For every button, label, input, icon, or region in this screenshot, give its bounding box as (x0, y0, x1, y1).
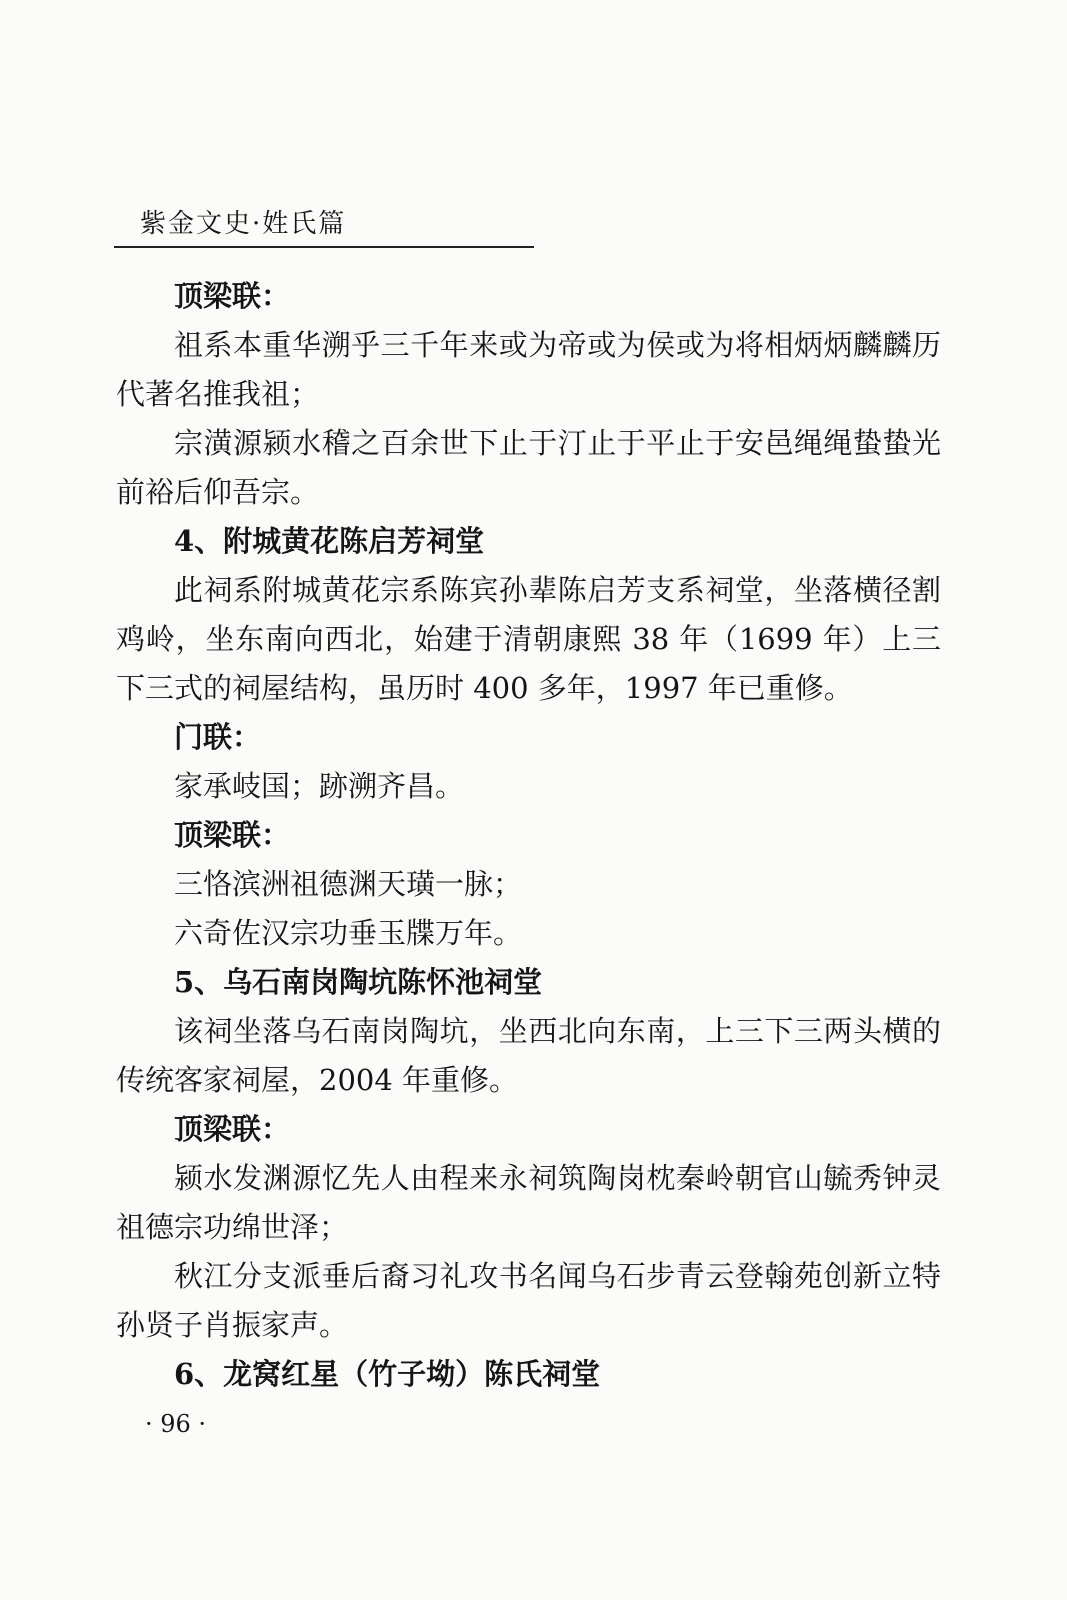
couplet-label: 门联： (174, 720, 262, 754)
section-heading: 4、附城黄花陈启芳祠堂 (174, 524, 485, 558)
paragraph: 家承岐国；跡溯齐昌。 (174, 769, 465, 803)
paragraph: 秋江分支派垂后裔习礼攻书名闻乌石步青云登翰苑创新立特孙贤子肖振家声。 (116, 1259, 941, 1342)
section-heading: 6、龙窝红星（竹子坳）陈氏祠堂 (174, 1357, 601, 1391)
body-text (116, 272, 941, 1399)
couplet-label: 顶梁联： (174, 818, 291, 852)
paragraph: 六奇佐汉宗功垂玉牒万年。 (174, 916, 523, 950)
couplet-label: 顶梁联： (174, 279, 291, 313)
couplet-label: 顶梁联： (174, 1112, 291, 1146)
paragraph: 三恪滨洲祖德渊天璜一脉； (174, 867, 523, 901)
section-heading: 5、乌石南岗陶坑陈怀池祠堂 (174, 965, 543, 999)
page-number: · 96 · (145, 1410, 207, 1438)
paragraph: 该祠坐落乌石南岗陶坑，坐西北向东南，上三下三两头横的传统客家祠屋，2004 年重修。 (116, 1014, 941, 1097)
paragraph: 此祠系附城黄花宗系陈宾孙辈陈启芳支系祠堂，坐落横径割鸡岭，坐东南向西北，始建于清朝康熙 38 年（1699 年）上三下三式的祠屋结构，虽历时 400 多年，1997 年已重修。 (116, 573, 941, 705)
paragraph: 颍水发渊源忆先人由程来永祠筑陶岗枕秦岭朝官山毓秀钟灵祖德宗功绵世泽； (116, 1161, 941, 1244)
running-header: 紫金文史·姓氏篇 (140, 209, 347, 239)
paragraph: 宗潢源颍水稽之百余世下止于汀止于平止于安邑绳绳蛰蛰光前裕后仰吾宗。 (116, 426, 941, 509)
header-rule (114, 246, 534, 248)
paragraph: 祖系本重华溯乎三千年来或为帝或为侯或为将相炳炳麟麟历代著名推我祖； (116, 328, 941, 411)
